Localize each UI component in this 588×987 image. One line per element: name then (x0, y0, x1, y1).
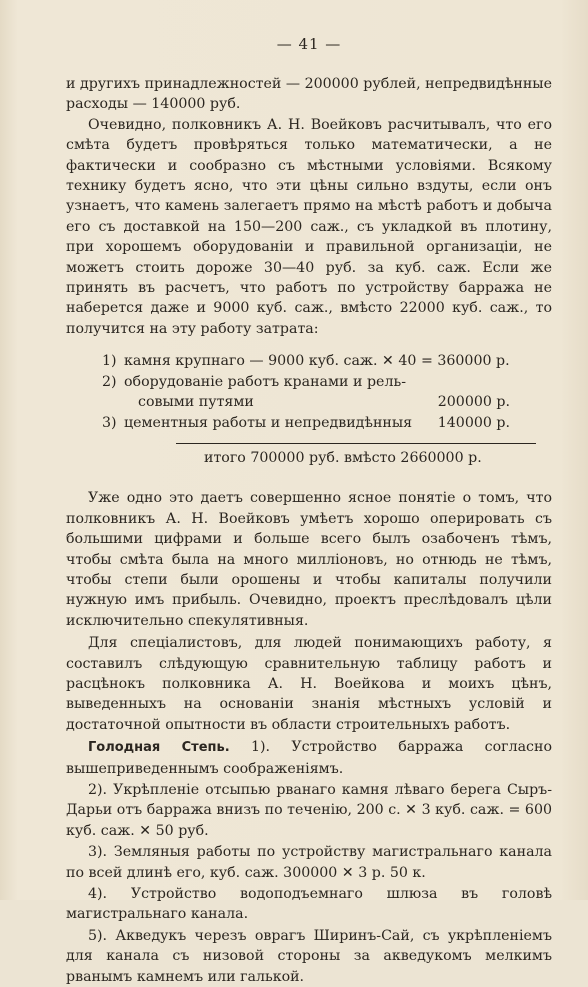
paragraph-estimate-critique: Очевидно, полковникъ А. Н. Воейковъ расчитывалъ, что его смѣта будетъ провѣряться только математически, а не фактически и сообразно съ мѣстными условіями. Всякому технику будетъ ясно, что эти цѣны сильно вздуты, если онъ узнаетъ, что камень залегаетъ прямо на мѣстѣ работъ и добыча его съ доставкой на 150—200 саж., съ укладкой въ плотину, при хорошемъ оборудованіи и правильной организаціи, не можетъ стоить дороже 30—40 руб. за куб. саж. Если же принять въ расчетъ, что работъ по устройству барража не наберется даже и 9000 куб. саж., вмѣсто 22000 куб. саж., то получится на эту работу затрата: (66, 116, 552, 337)
cost-item-label: цементныя работы и непредвидѣнныя (124, 414, 413, 431)
cost-item-label: совыми путями (138, 394, 254, 411)
cost-item-1 (102, 351, 510, 371)
steppe-item-text: 1). Устройство барража согласно вышеприведеннымъ соображеніямъ. (66, 739, 552, 777)
paragraph-comparison-intro: Для спеціалистовъ, для людей понимающихъ работу, я составилъ слѣдующую сравнительную таблицу работъ и расцѣнокъ полковника А. Н. Воейкова и моихъ цѣнъ, выведенныхъ на основаніи знанія мѣстныхъ условій и достаточной опытности въ области строительныхъ работъ. (66, 635, 552, 733)
cost-item-label: оборудованіе работъ кранами и рель- (124, 373, 406, 390)
cost-item-2 (102, 372, 510, 392)
paragraph-continuation: и другихъ принадлежностей — 200000 рублей, непредвидѣнные расходы — 140000 руб. (66, 76, 552, 113)
cost-item-number: 2) (102, 373, 117, 390)
cost-total: итого 700000 руб. вмѣсто 2660000 р. (204, 449, 482, 466)
paragraph-conclusion: Уже одно это даетъ совершенно ясное понятіе о томъ, что полковникъ А. Н. Воейковъ умѣетъ хорошо оперировать съ большими цифрами и больше всего былъ озабоченъ тѣмъ, чтобы смѣта была на много милліоновъ, но отнюдь не тѣмъ, чтобы степи были орошены и чтобы капиталы получили нужную имъ прибыль. Очевидно, проектъ преслѣдовалъ цѣли исключительно спекулятивныя. (66, 490, 552, 629)
cost-list (102, 351, 510, 433)
cost-item-number: 1) (102, 353, 117, 370)
steppe-item-2: 2). Укрѣпленіе отсыпью рванаго камня лѣваго берега Сыръ-Дарьи отъ барража внизъ по теченію, 200 с. ✕ 3 куб. саж. = 600 куб. саж. ✕ 50 руб. (66, 782, 552, 839)
steppe-item-1 (66, 737, 552, 779)
page-number: — 41 — (276, 35, 342, 53)
section-title: Голодная Степь. (88, 740, 230, 756)
steppe-item-5: 5). Акведукъ черезъ оврагъ Ширинъ-Сай, съ укрѣпленіемъ для канала съ низовой стороны за акведукомъ мелкимъ рванымъ камнемъ или галькой. (66, 927, 552, 985)
cost-item-value: 200000 р. (437, 394, 510, 411)
cost-item-number: 3) (102, 414, 117, 431)
steppe-item-3: 3). Земляныя работы по устройству магистральнаго канала по всей длинѣ его, куб. саж. 300000 ✕ 3 р. 50 к. (66, 844, 552, 881)
cost-item-value: 140000 р. (437, 414, 510, 431)
cost-item-2-continued (102, 392, 510, 412)
total-divider (176, 443, 536, 444)
steppe-item-4: 4). Устройство водоподъемнаго шлюза въ головѣ магистральнаго канала. (66, 886, 552, 923)
cost-item-3 (102, 413, 510, 433)
cost-item-label: камня крупнаго — 9000 куб. саж. ✕ 40 = 360000 р. (124, 353, 510, 370)
